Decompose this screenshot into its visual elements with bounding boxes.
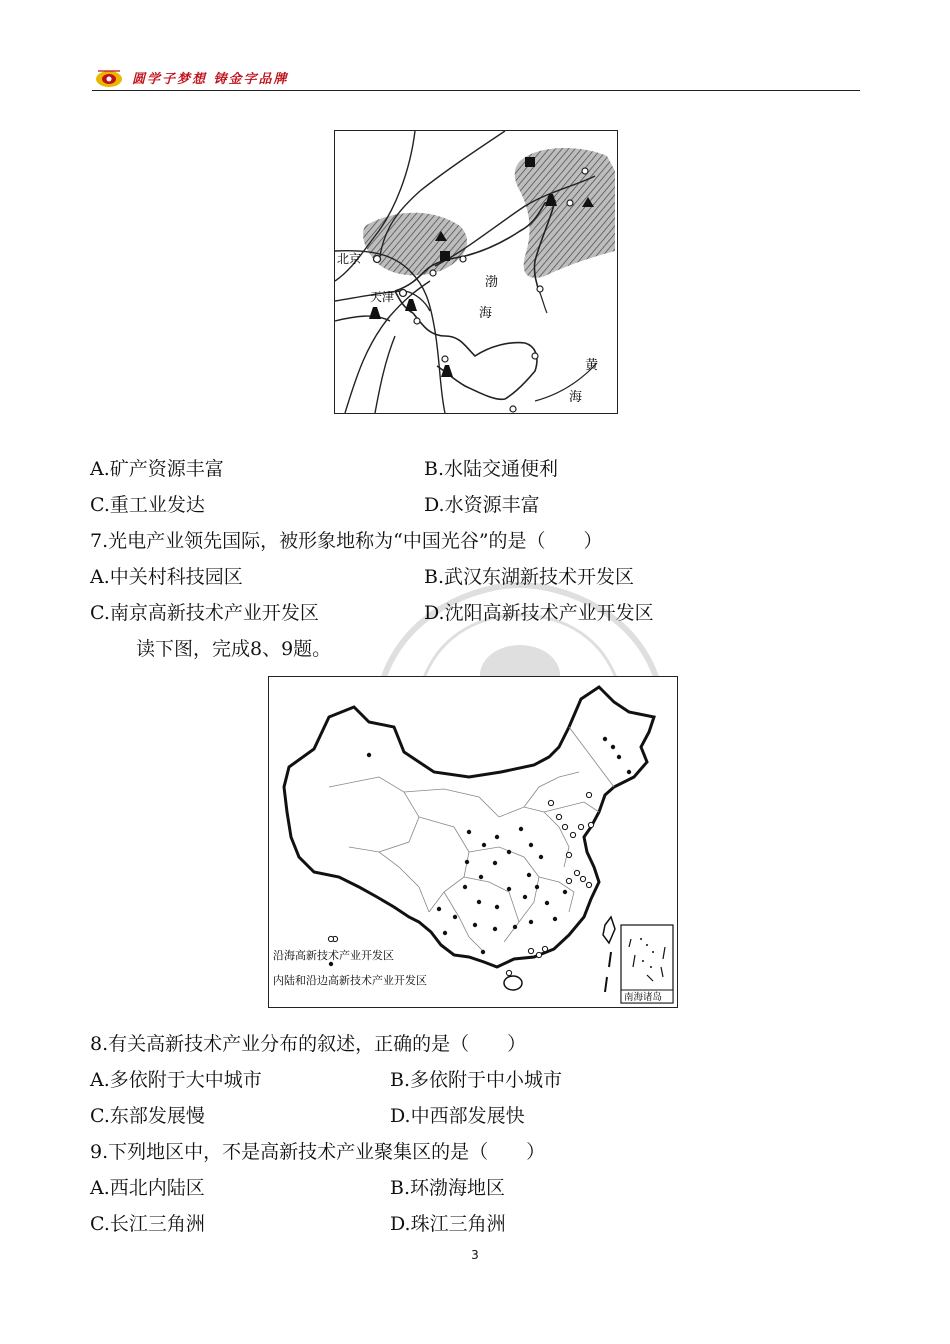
legend-coastal: 沿海高新技术产业开发区 <box>273 949 394 962</box>
industrial-area-west <box>363 213 467 276</box>
header-slogan: 圆学子梦想 铸金字品牌 <box>132 72 289 87</box>
q9-stem: 9.下列地区中，不是高新技术产业聚集区的是（ ） <box>90 1141 546 1163</box>
beijing-city-marker <box>374 256 381 263</box>
oil-symbol <box>369 307 381 319</box>
q9-option-b: B.环渤海地区 <box>390 1177 506 1199</box>
label-hai: 海 <box>479 306 493 321</box>
logo-icon <box>94 65 124 89</box>
q7-stem: 7.光电产业领先国际，被形象地称为“中国光谷”的是（ ） <box>90 530 603 552</box>
industrial-area-east <box>515 148 615 278</box>
q9-option-d: D.珠江三角洲 <box>390 1213 506 1235</box>
label-hai-2: 海 <box>569 390 583 405</box>
q8-option-c: C.东部发展慢 <box>90 1105 205 1127</box>
china-border <box>284 687 654 967</box>
coal-symbol <box>440 251 450 261</box>
inset-label: 南海诸岛 <box>624 992 663 1003</box>
coal-symbol <box>525 157 535 167</box>
q7-option-b: B.武汉东湖新技术开发区 <box>424 566 635 588</box>
q8-option-b: B.多依附于中小城市 <box>390 1069 563 1091</box>
label-tianjin: 天津 <box>370 290 395 304</box>
oil-symbol <box>405 299 417 311</box>
watermark-seal <box>360 580 680 690</box>
q8-option-d: D.中西部发展快 <box>390 1105 525 1127</box>
q7-option-a: A.中关村科技园区 <box>90 566 243 588</box>
q9-option-c: C.长江三角洲 <box>90 1213 205 1235</box>
page-number: 3 <box>471 1248 479 1262</box>
q9-option-a: A.西北内陆区 <box>90 1177 205 1199</box>
q8-stem: 8.有关高新技术产业分布的叙述，正确的是（ ） <box>90 1033 527 1055</box>
q7-option-c: C.南京高新技术产业开发区 <box>90 602 319 624</box>
label-beijing: 北京 <box>337 252 362 266</box>
china-hightech-zones-map <box>268 676 678 1008</box>
legend-inland: 内陆和沿边高新技术产业开发区 <box>273 974 427 987</box>
page-header <box>92 64 860 91</box>
q6-option-b: B.水陆交通便利 <box>424 458 559 480</box>
bohai-region-map <box>334 130 618 414</box>
label-bo: 渤 <box>485 275 499 290</box>
q6-option-d: D.水资源丰富 <box>424 494 540 516</box>
q8-option-a: A.多依附于大中城市 <box>90 1069 262 1091</box>
instruction-text: 读下图，完成8、9题。 <box>136 638 332 660</box>
tianjin-city-marker <box>400 290 407 297</box>
shandong-coastline <box>413 313 537 399</box>
q6-option-a: A.矿产资源丰富 <box>90 458 224 480</box>
label-huang: 黄 <box>585 358 599 373</box>
q6-option-c: C.重工业发达 <box>90 494 205 516</box>
q7-option-d: D.沈阳高新技术产业开发区 <box>424 602 654 624</box>
